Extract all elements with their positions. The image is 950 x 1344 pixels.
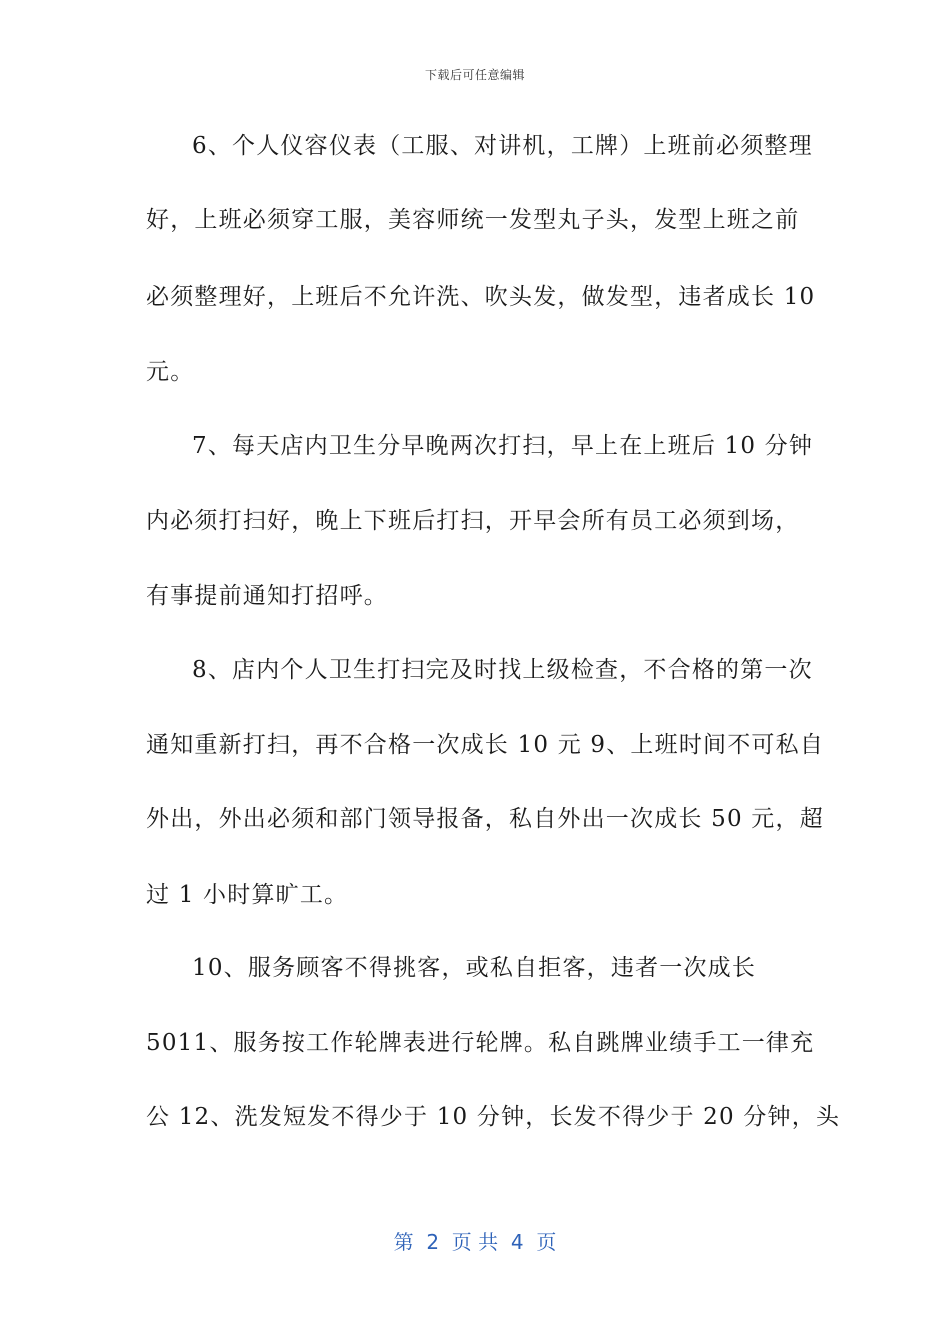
- text-line: 6、个人仪容仪表（工服、对讲机，工牌）上班前必须整理: [192, 133, 813, 159]
- text-line: 10、服务顾客不得挑客，或私自拒客，违者一次成长: [192, 955, 757, 981]
- text-line: 外出，外出必须和部门领导报备，私自外出一次成长 50 元，超: [146, 806, 824, 832]
- text-line: 好，上班必须穿工服，美容师统一发型丸子头，发型上班之前: [146, 207, 800, 233]
- text-line: 内必须打扫好，晚上下班后打扫，开早会所有员工必须到场，: [146, 508, 800, 534]
- text-line: 5011、服务按工作轮牌表进行轮牌。私自跳牌业绩手工一律充: [146, 1030, 815, 1056]
- text-line: 7、每天店内卫生分早晚两次打扫，早上在上班后 10 分钟: [192, 433, 814, 459]
- text-line: 有事提前通知打招呼。: [146, 583, 388, 609]
- text-line: 过 1 小时算旷工。: [146, 882, 349, 908]
- text-line: 通知重新打扫，再不合格一次成长 10 元 9、上班时间不可私自: [146, 732, 825, 758]
- page-header-note: 下载后可任意编辑: [424, 68, 525, 82]
- text-line: 元。: [146, 359, 195, 385]
- text-line: 公 12、洗发短发不得少于 10 分钟，长发不得少于 20 分钟，头: [146, 1104, 841, 1130]
- text-line: 必须整理好，上班后不允许洗、吹头发，做发型，违者成长 10: [146, 284, 816, 310]
- text-line: 8、店内个人卫生打扫完及时找上级检查，不合格的第一次: [192, 657, 813, 683]
- page-number-footer: 第 2 页 共 4 页: [393, 1230, 557, 1254]
